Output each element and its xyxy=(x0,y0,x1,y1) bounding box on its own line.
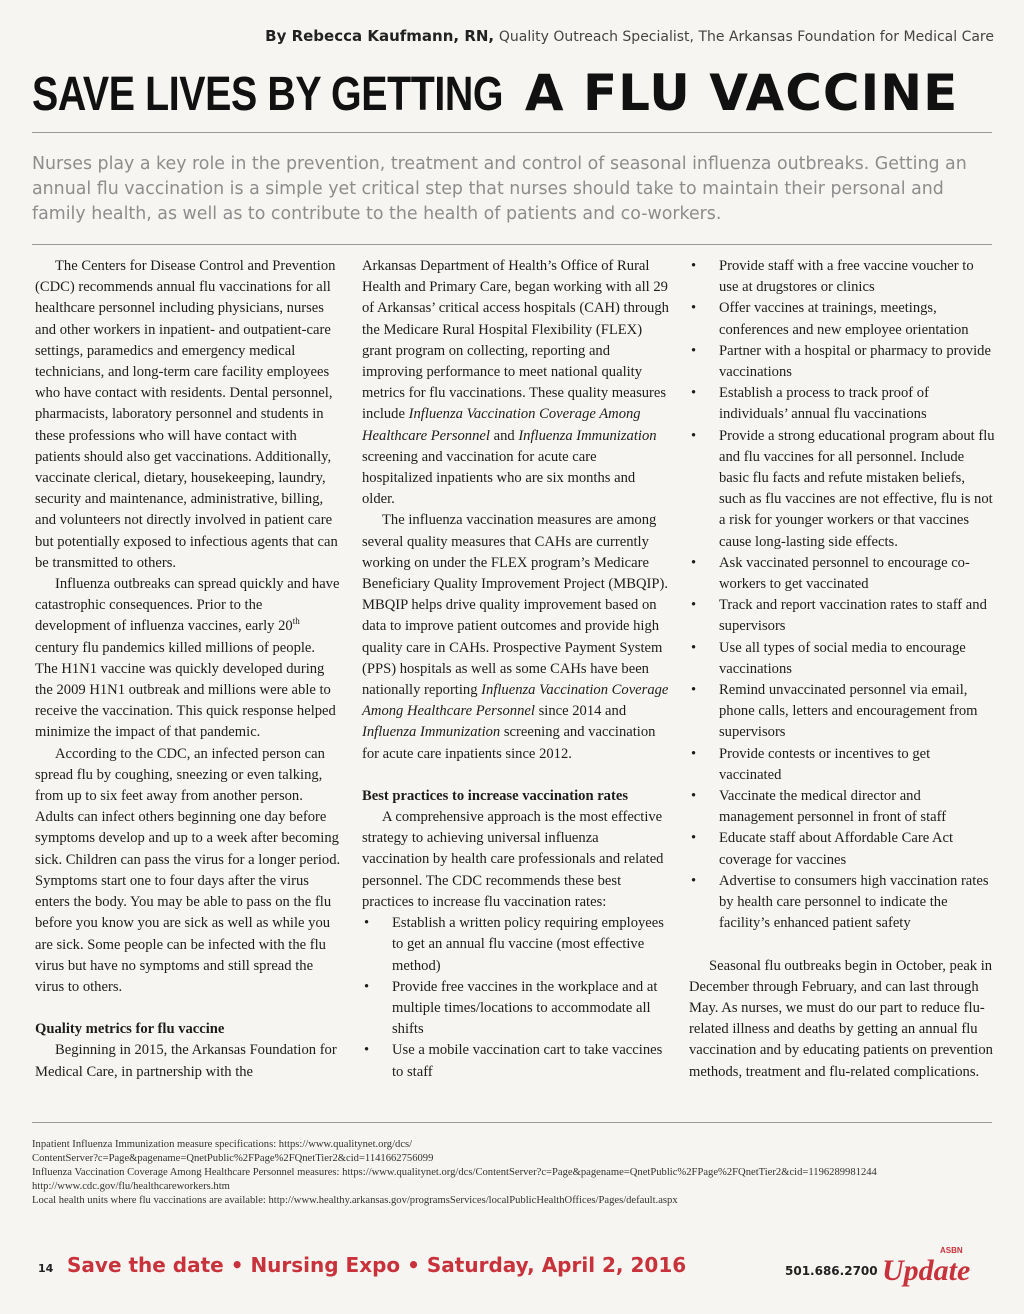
paragraph-outbreaks: Influenza outbreaks can spread quickly and have catastrophic consequences. Prior to the development of influenza vaccines, early 20th century flu pandemics killed millions of people. The H1N1 vaccine was quickly developed during the 2009 H1N1 outbreak and millions were able to receive the vaccination. This quick response helped minimize the impact of that pandemic. xyxy=(35,576,340,741)
list-item: • Advertise to consumers high vaccination rates by health care personnel to indicate the facility’s enhanced patient safety xyxy=(689,871,995,935)
column-1 xyxy=(35,256,341,1083)
list-item: • Establish a process to track proof of individuals’ annual flu vaccinations xyxy=(689,383,995,425)
paragraph-cdc-recommendations: The Centers for Disease Control and Prevention (CDC) recommends annual flu vaccinations for all healthcare personnel including physicians, nurses and other workers in inpatient- and outpatient-care settings, paramedics and emergency medical technicians, and long-term care facility employees who have contact with residents. Dental personnel, pharmacists, laboratory personnel and students in these professions who will have contact with patients should also get vaccinations. Additionally, vaccinate clerical, dietary, housekeeping, laundry, security and maintenance, administrative, billing, and volunteers not directly involved in patient care but potentially exposed to infectious agents that can be transmitted to others. xyxy=(35,258,338,571)
list-item: • Vaccinate the medical director and management personnel in front of staff xyxy=(689,786,995,828)
title-divider xyxy=(32,132,992,133)
title-part-1: SAVE LIVES BY GETTING xyxy=(32,68,504,121)
list-item: • Use a mobile vaccination cart to take vaccines to staff xyxy=(362,1040,669,1082)
column-2 xyxy=(362,256,669,1083)
page-footer xyxy=(0,1246,1024,1292)
phone-number: 501.686.2700 xyxy=(785,1264,878,1278)
title-part-2: A FLU VACCINE xyxy=(524,64,959,122)
asbn-update-logo xyxy=(880,1242,998,1288)
save-the-date-banner: Save the date • Nursing Expo • Saturday, April 2, 2016 xyxy=(67,1253,687,1277)
list-item: • Educate staff about Affordable Care Act coverage for vaccines xyxy=(689,828,995,870)
author-role: Quality Outreach Specialist, The Arkansas Foundation for Medical Care xyxy=(498,29,994,45)
reference-line: http://www.cdc.gov/flu/healthcareworkers.htm xyxy=(32,1181,230,1192)
list-item: • Offer vaccines at trainings, meetings, conferences and new employee orientation xyxy=(689,298,995,340)
article-deck: Nurses play a key role in the prevention, treatment and control of seasonal influenza outbreaks. Getting an annual flu vaccination is a simple yet critical step that nurses should take to maintain their personal and family health, as well as to contribute to the health of patients and co-workers. xyxy=(32,154,967,224)
paragraph-best-practices: A comprehensive approach is the most effective strategy to achieving universal influenza vaccination by health care professionals and related personnel. The CDC recommends these best practices to increase flu vaccination rates: xyxy=(362,809,664,910)
page-number: 14 xyxy=(38,1262,54,1275)
list-item: • Remind unvaccinated personnel via email, phone calls, letters and encouragement from supervisors xyxy=(689,680,995,744)
reference-line: ContentServer?c=Page&pagename=QnetPublic%2FPage%2FQnetTier2&cid=1141662756099 xyxy=(32,1153,434,1164)
list-item: • Provide free vaccines in the workplace and at multiple times/locations to accommodate all shifts xyxy=(362,977,669,1041)
reference-line: Local health units where flu vaccinations are available: http://www.healthy.arkansas.gov/programsServices/localPublicHealthOffices/Pages/default.aspx xyxy=(32,1195,678,1206)
list-item: • Partner with a hospital or pharmacy to provide vaccinations xyxy=(689,341,995,383)
list-item: • Track and report vaccination rates to staff and supervisors xyxy=(689,595,995,637)
paragraph-mbqip: The influenza vaccination measures are among several quality measures that CAHs are currently working on under the FLEX program’s Medicare Beneficiary Quality Improvement Project (MBQIP). MBQIP helps drive quality improvement based on data to improve patient outcomes and provide high quality care in CAHs. Prospective Payment System (PPS) hospitals as well as some CAHs have been nationally reporting Influenza Vaccination Coverage Among Healthcare Personnel since 2014 and Influenza Immunization screening and vaccination for acute care inpatients since 2012. xyxy=(362,512,669,762)
list-item: • Provide a strong educational program about flu and flu vaccines for all personnel. Include basic flu facts and refute mistaken beliefs, such as flu vaccines are not effective, flu is not a risk for younger workers or that vaccines cause long-lasting side effects. xyxy=(689,426,995,553)
best-practices-list-1 xyxy=(362,913,669,1083)
reference-line: Influenza Vaccination Coverage Among Healthcare Personnel measures: https://www.qualitynet.org/dcs/ContentServer?c=Page&pagename=QnetPublic%2FPage%2FQnetTier2&cid=1196289981244 xyxy=(32,1167,877,1178)
paragraph-closing: Seasonal flu outbreaks begin in October, peak in December through February, and can last through May. As nurses, we must do our part to reduce flu-related illness and deaths by getting an annual flu vaccination and by educating patients on prevention methods, treatment and flu-related complications. xyxy=(689,957,993,1080)
paragraph-quality-metrics-start: Beginning in 2015, the Arkansas Foundation for Medical Care, in partnership with the xyxy=(35,1042,337,1080)
list-item: • Provide staff with a free vaccine voucher to use at drugstores or clinics xyxy=(689,256,995,298)
logo-asbn-text: ASBN xyxy=(940,1246,963,1255)
reference-line: Inpatient Influenza Immunization measure specifications: https://www.qualitynet.org/dcs/ xyxy=(32,1139,413,1150)
references-divider xyxy=(32,1122,992,1123)
byline xyxy=(265,27,994,45)
paragraph-quality-metrics-cont: Arkansas Department of Health’s Office of Rural Health and Primary Care, began working with all 29 of Arkansas’ critical access hospitals (CAH) through the Medicare Rural Hospital Flexibility (FLEX) grant program on collecting, reporting and improving performance to meet national quality metrics for flu vaccinations. These quality measures include Influenza Vaccination Coverage Among Healthcare Personnel and Influenza Immunization screening and vaccination for acute care hospitalized inpatients who are six months and older. xyxy=(362,258,669,508)
article-title xyxy=(32,64,958,122)
references xyxy=(32,1138,1002,1208)
list-item: • Ask vaccinated personnel to encourage co-workers to get vaccinated xyxy=(689,553,995,595)
best-practices-list-2 xyxy=(689,256,995,935)
logo-update-text: Update xyxy=(882,1254,971,1287)
list-item: • Use all types of social media to encourage vaccinations xyxy=(689,638,995,680)
paragraph-transmission: According to the CDC, an infected person can spread flu by coughing, sneezing or even talking, from up to six feet away from another person. Adults can infect others beginning one day before symptoms develop and up to a week after becoming sick. Children can pass the virus for a longer period. Symptoms start one to four days after the virus enters the body. You may be able to pass on the flu before you know you are sick as well as while you are sick. Some people can be infected with the flu virus but have no symptoms and still spread the virus to others. xyxy=(35,745,341,995)
column-3 xyxy=(689,256,995,1083)
heading-quality-metrics: Quality metrics for flu vaccine xyxy=(35,1021,225,1038)
author-name: By Rebecca Kaufmann, RN, xyxy=(265,27,495,45)
heading-best-practices: Best practices to increase vaccination rates xyxy=(362,787,628,804)
list-item: • Establish a written policy requiring employees to get an annual flu vaccine (most effective method) xyxy=(362,913,669,977)
list-item: • Provide contests or incentives to get vaccinated xyxy=(689,744,995,786)
deck-divider xyxy=(32,244,992,245)
